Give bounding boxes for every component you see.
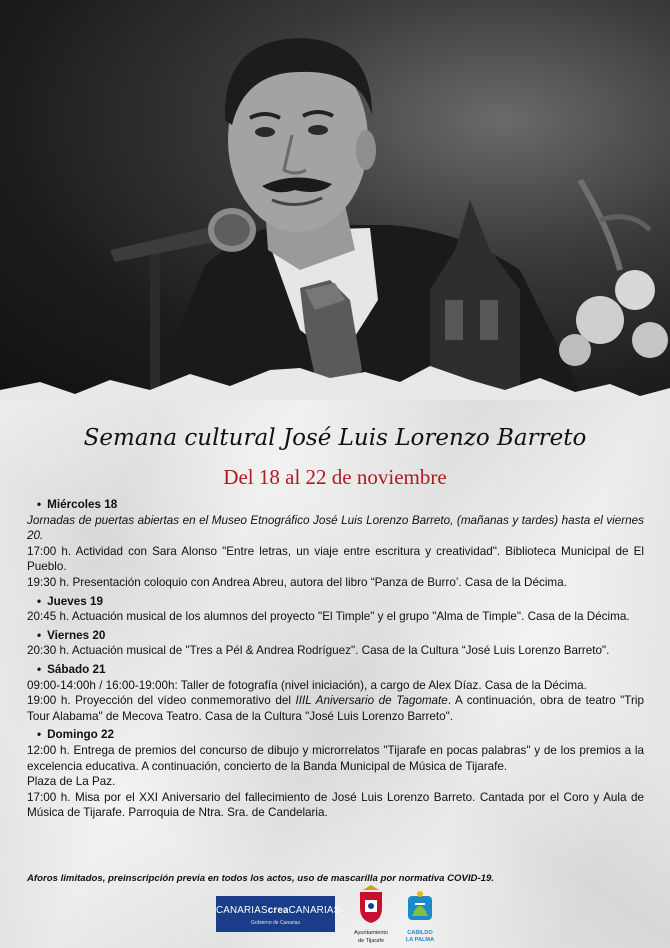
logo-text: CANARIAS	[288, 905, 341, 916]
day-heading-sunday: • Domingo 22	[27, 727, 644, 743]
program-line	[27, 693, 644, 724]
program-line: Plaza de La Paz.	[27, 775, 116, 789]
program-text: . A continuación, obra de teatro "Trip Tour Alabama" de Mecova Teatro. Casa de la Cultura "José Luis Lorenzo Barreto".	[27, 694, 644, 723]
logo-subtext: Gobierno de Canarias	[251, 920, 300, 926]
portrait-photo	[0, 0, 670, 400]
logo-text: CANARIAS	[216, 905, 268, 916]
logo-caption: Ayuntamiento	[353, 930, 389, 936]
program-text-italic: IIIL Aniversario de Tagomate	[295, 694, 448, 708]
day-heading-thursday: • Jueves 19	[27, 594, 644, 610]
program-list	[27, 494, 644, 821]
page-title: Semana cultural José Luis Lorenzo Barreto	[83, 425, 587, 451]
program-line: Jornadas de puertas abiertas en el Museo Etnográfico José Luis Lorenzo Barreto, (mañanas y tardes) hasta el viernes 20.	[27, 513, 644, 543]
canarias-crea-logo	[216, 896, 341, 932]
logo-text-bold: crea	[267, 905, 289, 916]
logo-caption: CABILDO	[407, 930, 433, 936]
program-line: 19:30 h. Presentación coloquio con Andrea Abreu, autora del libro “Panza de Burro’. Casa de la Décima.	[27, 575, 567, 589]
logo-caption: LA PALMA	[405, 937, 435, 944]
crest-icon	[357, 884, 385, 924]
program-line: 20:45 h. Actuación musical de los alumnos del proyecto "El Timple" y el grupo "Alma de Timple". Casa de la Décima.	[27, 610, 630, 624]
logo-caption: de Tijarafe	[357, 937, 385, 944]
program-line: 09:00-14:00h / 16:00-19:00h: Taller de fotografía (nivel iniciación), a cargo de Alex Díaz. Casa de la Décima.	[27, 678, 587, 692]
day-heading-saturday: • Sábado 21	[27, 662, 644, 678]
event-dates: Del 18 al 22 de noviembre	[223, 465, 447, 489]
program-line: 17:00 h. Actividad con Sara Alonso "Entre letras, un viaje entre escritura y creatividad". Biblioteca Municipal de El Pueblo.	[27, 544, 644, 574]
program-line: 12:00 h. Entrega de premios del concurso de dibujo y microrrelatos "Tijarafe en pocas palabras" y de los premios a la excelencia educativa. A continuación, concierto de la Banda Municipal de Música de Tijarafe.	[27, 743, 644, 773]
cabildo-logo	[400, 890, 440, 946]
program-text: 19:00 h. Proyección del vídeo conmemorativo del	[27, 694, 296, 708]
program-line: 20:30 h. Actuación musical de "Tres a Pél & Andrea Rodríguez". Casa de la Cultura “José Luis Lorenzo Barreto".	[27, 644, 610, 658]
day-heading-wednesday: • Miércoles 18	[27, 497, 644, 513]
cabildo-emblem-icon	[406, 890, 434, 924]
program-line: 17:00 h. Misa por el XXI Aniversario del fallecimiento de José Luis Lorenzo Barreto. Cantada por el Coro y Aula de Música de Tijarafe. Parroquia de Ntra. Sra. de Candelaria.	[27, 790, 644, 820]
covid-notice: Aforos limitados, preinscripción previa en todos los actos, uso de mascarilla por normativa COVID-19.	[27, 873, 495, 884]
tijarafe-logo	[350, 884, 392, 944]
day-heading-friday: • Viernes 20	[27, 628, 644, 644]
